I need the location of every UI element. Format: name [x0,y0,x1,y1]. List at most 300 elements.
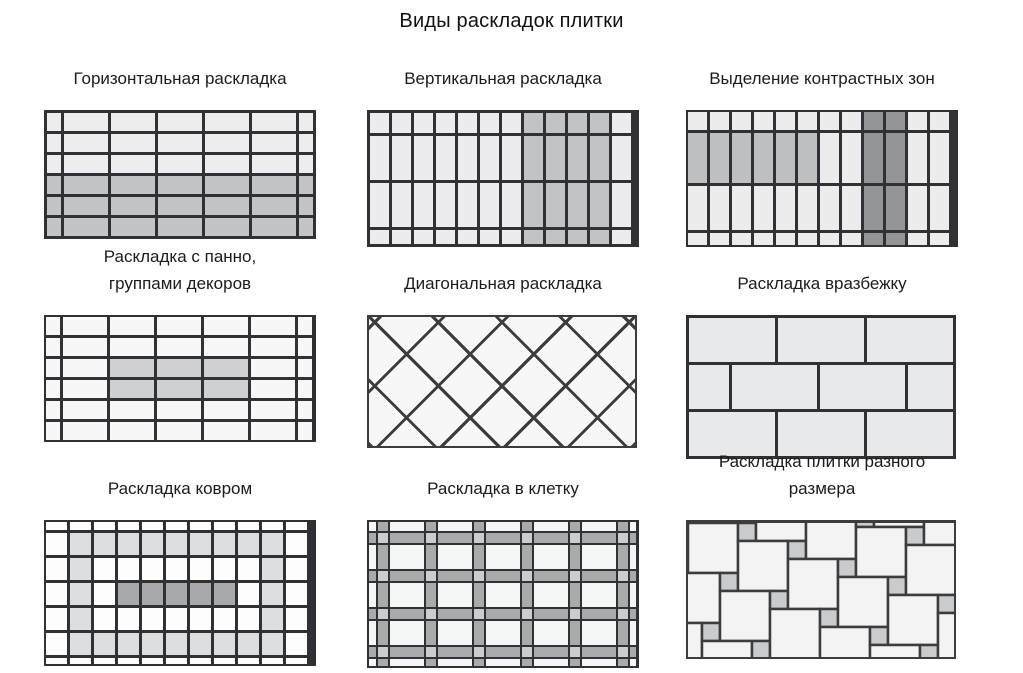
tile [738,523,756,541]
tile [486,647,520,657]
panel-title [367,450,639,520]
tile [299,113,313,131]
tile [166,522,187,530]
tile [930,112,949,130]
tile [190,558,211,580]
tile [238,633,259,655]
panel-title [44,40,316,110]
cell-panno [0,245,323,450]
tile [568,183,587,227]
tile [157,338,201,356]
pattern-running-bond [686,315,956,459]
tile [94,608,115,630]
tile [142,583,163,605]
tile [842,233,861,245]
tile [630,571,636,581]
tile [378,522,388,531]
tile [612,113,631,133]
tile [458,113,477,133]
tile [480,183,499,227]
tile [70,533,91,555]
tile [570,583,580,607]
tile [63,338,107,356]
tile [770,591,788,609]
tile [689,318,775,362]
tile [205,218,249,236]
pattern-checkered [367,520,639,668]
tile [414,183,433,227]
tile [732,365,817,409]
tile [930,133,949,183]
tile [158,176,202,194]
tile [94,522,115,530]
tile [262,633,283,655]
pinwheel-pattern [688,523,954,657]
tile [754,233,773,245]
tile [458,136,477,180]
tile [110,317,154,335]
tile [204,401,248,419]
tile [798,233,817,245]
tile [286,633,307,655]
tile [158,197,202,215]
tile [251,422,295,440]
tile [524,136,543,180]
tile [166,658,187,664]
tile [688,112,707,130]
tile [630,647,636,657]
brick-row [689,365,953,409]
tile [64,155,108,173]
tile [438,621,472,645]
tile [630,621,636,645]
tile [392,136,411,180]
tile [689,365,729,409]
tile [618,545,628,569]
tile [157,422,201,440]
tile [142,633,163,655]
tile [214,608,235,630]
tile [502,183,521,227]
cell-diagonal [323,245,642,450]
tile [590,183,609,227]
tile [47,218,61,236]
tile [630,659,636,666]
tile [870,627,888,645]
tile [752,641,770,657]
tile [534,571,568,581]
panel-title [686,245,958,315]
tile [370,136,389,180]
tile [142,533,163,555]
tile [688,186,707,230]
tile [570,647,580,657]
tile [590,136,609,180]
tile [46,338,60,356]
tile [568,230,587,244]
tile [486,522,520,531]
tile [205,134,249,152]
tile [776,133,795,183]
tile [702,623,720,641]
tile [111,155,155,173]
tile [298,422,312,440]
tile [369,583,376,607]
tile [590,113,609,133]
tile [486,609,520,619]
tile [262,558,283,580]
tile [158,113,202,131]
tile [158,218,202,236]
tile [166,533,187,555]
tile [754,133,773,183]
tile [486,621,520,645]
tile [205,176,249,194]
tile [582,621,616,645]
tile [63,422,107,440]
tile [618,621,628,645]
tile [522,571,532,581]
tile [534,522,568,531]
tile [286,658,307,664]
tile [166,583,187,605]
tile [820,186,839,230]
tile [262,583,283,605]
tile [820,627,870,657]
tile [924,523,954,545]
tile [262,658,283,664]
tile [546,136,565,180]
tile [369,522,376,531]
tile [908,233,927,245]
tile [426,533,436,543]
tile [157,317,201,335]
panel-title [367,40,639,110]
pattern-panno [44,315,316,442]
tile [390,583,424,607]
tile [732,112,751,130]
tile [864,186,883,230]
panel-title [44,245,316,315]
tile [720,591,770,641]
tile [298,401,312,419]
tile [252,197,296,215]
tile [111,113,155,131]
tile [286,608,307,630]
cell-carpet [0,450,323,668]
tile [378,583,388,607]
tile [486,583,520,607]
tile [806,523,856,559]
tile [214,533,235,555]
tile [618,659,628,666]
tile [64,113,108,131]
panel-vertical-layout [367,40,639,247]
tile [426,647,436,657]
cell-vertical [323,40,642,245]
tile [710,112,729,130]
tile [568,113,587,133]
tile [480,113,499,133]
tile [157,380,201,398]
tile [252,218,296,236]
tile [64,176,108,194]
tile [142,658,163,664]
tile [930,186,949,230]
tile [378,647,388,657]
tile [378,609,388,619]
tile [238,658,259,664]
tile [486,571,520,581]
panel-title-line: Раскладка с панно, [103,247,257,267]
tile [238,522,259,530]
pattern-diagonal [367,315,637,448]
tile [788,541,806,559]
tile [710,186,729,230]
tile [438,647,472,657]
tile [842,133,861,183]
tile [534,545,568,569]
tile [111,176,155,194]
tile [110,422,154,440]
panel-horizontal-layout [44,40,316,239]
tile [798,133,817,183]
tile [612,136,631,180]
tile [369,571,376,581]
tile [908,133,927,183]
tile [190,522,211,530]
panel-running-bond [686,245,958,459]
tile [298,317,312,335]
tile [838,559,856,577]
panel-title-line: Горизонтальная раскладка [73,68,287,88]
tile [886,233,905,245]
tile [570,545,580,569]
tile [720,573,738,591]
tile [47,113,61,131]
tile [190,633,211,655]
tile [820,365,905,409]
tile [110,380,154,398]
tile [582,609,616,619]
tile [864,233,883,245]
tile [618,647,628,657]
tile [570,533,580,543]
tile [546,183,565,227]
tile [612,230,631,244]
tile [70,558,91,580]
tile [480,136,499,180]
tile [390,571,424,581]
tile [390,647,424,657]
tile [522,621,532,645]
tile [63,401,107,419]
tile [732,233,751,245]
tile [938,613,954,657]
tile [582,545,616,569]
tile [118,533,139,555]
tile [214,583,235,605]
pattern-horizontal [44,110,316,239]
panel-title [686,450,958,520]
tile [64,134,108,152]
tile [118,608,139,630]
tile [298,338,312,356]
tile [47,176,61,194]
tile [738,541,788,591]
tile [214,633,235,655]
tile [214,558,235,580]
tile [157,359,201,377]
tile [299,155,313,173]
tile [190,533,211,555]
tile [534,609,568,619]
tile [204,338,248,356]
panel-panno-decor-groups [44,245,316,442]
tile [390,621,424,645]
tile [524,113,543,133]
tile [618,609,628,619]
tile [688,133,707,183]
tile [570,609,580,619]
tile [886,112,905,130]
tile [46,522,67,530]
tile [778,318,864,362]
tile [369,647,376,657]
tile [378,533,388,543]
tile [118,633,139,655]
cell-running-bond [642,245,1023,450]
tile [369,659,376,666]
tile [798,186,817,230]
tile [369,545,376,569]
tile [70,522,91,530]
tile [204,380,248,398]
tile [157,401,201,419]
tile [436,113,455,133]
tile [94,633,115,655]
tile [570,571,580,581]
tile [94,558,115,580]
panel-title-line: Раскладка в клетку [427,478,579,498]
tile [842,112,861,130]
tile [70,583,91,605]
tile [710,233,729,245]
tile [47,197,61,215]
tile [842,186,861,230]
tile [299,218,313,236]
tile [111,218,155,236]
tile [118,658,139,664]
tile [754,112,773,130]
tile [474,522,484,531]
tile [864,112,883,130]
tile [820,112,839,130]
tile [298,359,312,377]
tile [568,136,587,180]
tile [166,558,187,580]
tile [252,155,296,173]
tile [414,136,433,180]
tile [426,545,436,569]
tile [534,621,568,645]
tile [414,230,433,244]
pattern-vertical [367,110,639,247]
tile [46,633,67,655]
cell-mixed-sizes [642,450,1023,668]
tile [820,233,839,245]
tile [46,533,67,555]
tile [46,359,60,377]
tile [474,659,484,666]
tile [205,197,249,215]
tile [63,359,107,377]
tile [214,658,235,664]
tile [251,359,295,377]
tile [458,230,477,244]
tile [94,533,115,555]
tile [252,176,296,194]
tile [474,621,484,645]
cell-contrast-zones [642,40,1023,245]
tile [486,545,520,569]
tile [94,658,115,664]
tile [870,645,920,657]
tile [582,522,616,531]
tile [204,317,248,335]
tile [142,608,163,630]
panel-title-line: Раскладка вразбежку [737,273,907,293]
tile [570,522,580,531]
tile [251,338,295,356]
tile [474,533,484,543]
tile [474,647,484,657]
tile [886,133,905,183]
tile [369,533,376,543]
tile [474,583,484,607]
tile [286,583,307,605]
tile [864,133,883,183]
tile [46,317,60,335]
tile [754,186,773,230]
tile [369,609,376,619]
tile [867,318,953,362]
tile [438,659,472,666]
tile [251,380,295,398]
tile [438,522,472,531]
tile [251,317,295,335]
tile [142,558,163,580]
tile [522,522,532,531]
tile [286,558,307,580]
tile [480,230,499,244]
tile [378,571,388,581]
tile [426,522,436,531]
tile [582,571,616,581]
tile [378,621,388,645]
tile [190,658,211,664]
tile [392,113,411,133]
tile [820,133,839,183]
tile [756,523,806,541]
tile [534,659,568,666]
tile [438,533,472,543]
tile [378,545,388,569]
tile [908,365,953,409]
panel-title-line: Выделение контрастных зон [709,68,935,88]
tile [908,186,927,230]
tile [238,608,259,630]
